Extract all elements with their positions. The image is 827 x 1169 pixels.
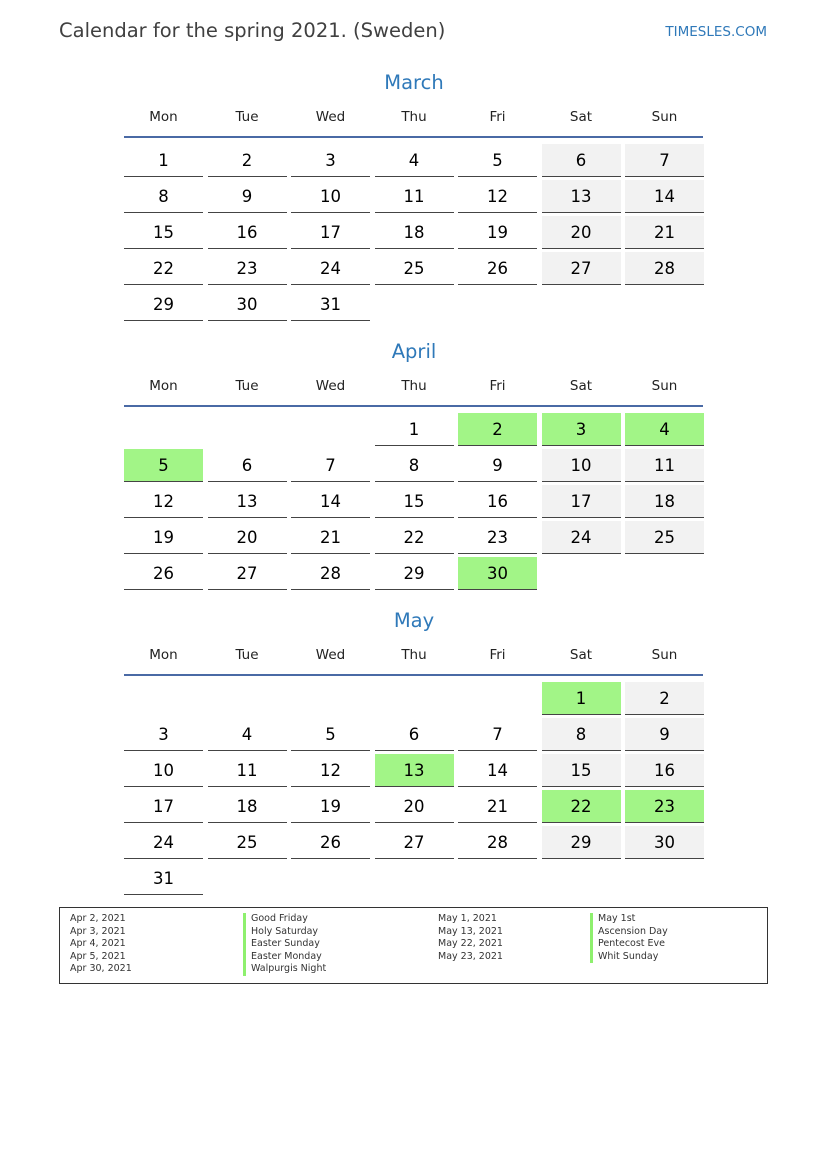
weekday-label: Sat [569,647,593,663]
weekday-label: Sat [569,109,593,125]
day-cell: 22 [375,521,454,554]
legend-dates-right [438,913,503,963]
legend-date: Apr 3, 2021 [70,925,126,937]
legend-holiday-name: Ascension Day [590,926,668,939]
day-cell: 18 [375,216,454,249]
header-rule [124,136,703,138]
holiday-day-cell: 4 [625,413,704,446]
holiday-day-cell: 3 [542,413,621,446]
day-cell: 19 [124,521,203,554]
day-cell: 24 [291,252,370,285]
day-cell: 11 [208,754,287,787]
weekday-label: Mon [149,647,178,663]
holiday-day-cell: 30 [458,557,537,590]
day-cell: 28 [625,252,704,285]
day-cell: 14 [291,485,370,518]
weekday-label: Thu [401,378,427,394]
day-cell: 2 [208,144,287,177]
day-cell: 17 [291,216,370,249]
day-cell: 11 [375,180,454,213]
weekday-header [124,636,704,674]
day-cell: 15 [542,754,621,787]
day-cell: 23 [458,521,537,554]
day-cell: 19 [291,790,370,823]
empty-cell [208,413,287,446]
header-rule [124,674,703,676]
day-cell: 3 [124,718,203,751]
day-cell: 14 [625,180,704,213]
weekday-label: Sun [651,647,678,663]
weekday-label: Mon [149,109,178,125]
legend-date: May 23, 2021 [438,950,503,962]
day-cell: 31 [124,862,203,895]
legend-dates-left [70,913,132,976]
day-cell: 27 [542,252,621,285]
site-link[interactable]: TIMESLES.COM [665,24,767,40]
day-cell: 16 [458,485,537,518]
day-cell: 4 [208,718,287,751]
empty-cell [458,682,537,715]
legend-holiday-name: May 1st [590,913,668,926]
day-cell: 15 [375,485,454,518]
day-cell: 26 [291,826,370,859]
day-cell: 8 [124,180,203,213]
day-cell: 19 [458,216,537,249]
legend-names-right [590,913,668,963]
header-rule [124,405,703,407]
day-cell: 20 [542,216,621,249]
day-cell: 5 [291,718,370,751]
day-cell: 9 [625,718,704,751]
day-cell: 7 [625,144,704,177]
day-cell: 10 [291,180,370,213]
legend-holiday-name: Pentecost Eve [590,938,668,951]
day-cell: 25 [625,521,704,554]
day-cell: 12 [291,754,370,787]
day-cell: 16 [208,216,287,249]
legend-date: Apr 30, 2021 [70,963,132,975]
day-cell: 11 [625,449,704,482]
month-april [124,337,704,590]
weekday-label: Sun [651,109,678,125]
month-title: May [393,609,435,632]
legend-date: May 22, 2021 [438,938,503,950]
day-cell: 26 [458,252,537,285]
weekday-label: Fri [489,109,506,125]
holiday-day-cell: 22 [542,790,621,823]
day-cell: 21 [458,790,537,823]
day-cell: 27 [375,826,454,859]
day-cell: 21 [625,216,704,249]
day-cell: 27 [208,557,287,590]
weekday-label: Sat [569,378,593,394]
day-cell: 28 [291,557,370,590]
weekday-label: Tue [235,647,259,663]
weekday-label: Fri [489,647,506,663]
day-cell: 1 [375,413,454,446]
legend-holiday-name: Whit Sunday [590,951,668,964]
day-cell: 8 [542,718,621,751]
day-cell: 13 [542,180,621,213]
day-cell: 26 [124,557,203,590]
day-cell: 7 [458,718,537,751]
weekday-label: Fri [489,378,506,394]
day-cell: 17 [542,485,621,518]
day-cell: 18 [625,485,704,518]
empty-cell [291,413,370,446]
page-title: Calendar for the spring 2021. (Sweden) [59,19,446,42]
day-cell: 21 [291,521,370,554]
holiday-day-cell: 13 [375,754,454,787]
legend-date: Apr 4, 2021 [70,938,126,950]
holiday-day-cell: 5 [124,449,203,482]
legend-date: Apr 5, 2021 [70,950,126,962]
month-title: March [384,71,444,94]
empty-cell [375,682,454,715]
day-cell: 28 [458,826,537,859]
day-cell: 12 [124,485,203,518]
holiday-legend [59,907,768,984]
empty-cell [208,682,287,715]
legend-date: May 1, 2021 [438,913,497,924]
day-cell: 18 [208,790,287,823]
weekday-label: Mon [149,378,178,394]
day-cell: 25 [375,252,454,285]
day-cell: 6 [375,718,454,751]
weekday-label: Sun [651,378,678,394]
day-cell: 4 [375,144,454,177]
day-cell: 30 [208,288,287,321]
day-cell: 9 [208,180,287,213]
legend-holiday-name: Easter Monday [243,951,326,964]
day-cell: 22 [124,252,203,285]
legend-holiday-name: Easter Sunday [243,938,326,951]
weekday-label: Wed [315,109,346,125]
day-cell: 8 [375,449,454,482]
legend-holiday-name: Walpurgis Night [243,963,326,976]
day-cell: 9 [458,449,537,482]
day-cell: 12 [458,180,537,213]
weekday-header [124,98,704,136]
legend-holiday-name: Holy Saturday [243,926,326,939]
day-cell: 6 [542,144,621,177]
day-cell: 30 [625,826,704,859]
day-cell: 17 [124,790,203,823]
weekday-label: Wed [315,378,346,394]
day-cell: 29 [542,826,621,859]
day-cell: 29 [375,557,454,590]
day-grid [124,141,704,321]
month-march [124,68,704,321]
holiday-day-cell: 2 [458,413,537,446]
day-cell: 2 [625,682,704,715]
day-grid [124,679,704,895]
month-may [124,606,704,895]
day-cell: 10 [124,754,203,787]
holiday-day-cell: 23 [625,790,704,823]
legend-date: Apr 2, 2021 [70,913,126,924]
day-cell: 6 [208,449,287,482]
legend-names-left [243,913,326,976]
weekday-label: Thu [401,109,427,125]
day-cell: 13 [208,485,287,518]
weekday-label: Tue [235,378,259,394]
day-cell: 24 [124,826,203,859]
empty-cell [124,413,203,446]
empty-cell [291,682,370,715]
weekday-label: Thu [401,647,427,663]
day-cell: 5 [458,144,537,177]
day-cell: 14 [458,754,537,787]
empty-cell [124,682,203,715]
day-cell: 20 [208,521,287,554]
month-title: April [391,340,437,363]
day-cell: 16 [625,754,704,787]
day-cell: 1 [124,144,203,177]
day-cell: 7 [291,449,370,482]
weekday-header [124,367,704,405]
day-cell: 15 [124,216,203,249]
day-cell: 29 [124,288,203,321]
day-cell: 23 [208,252,287,285]
day-cell: 3 [291,144,370,177]
holiday-day-cell: 1 [542,682,621,715]
day-cell: 24 [542,521,621,554]
day-grid [124,410,704,590]
day-cell: 20 [375,790,454,823]
weekday-label: Tue [235,109,259,125]
day-cell: 25 [208,826,287,859]
day-cell: 10 [542,449,621,482]
legend-date: May 13, 2021 [438,925,503,937]
legend-holiday-name: Good Friday [243,913,326,926]
day-cell: 31 [291,288,370,321]
weekday-label: Wed [315,647,346,663]
